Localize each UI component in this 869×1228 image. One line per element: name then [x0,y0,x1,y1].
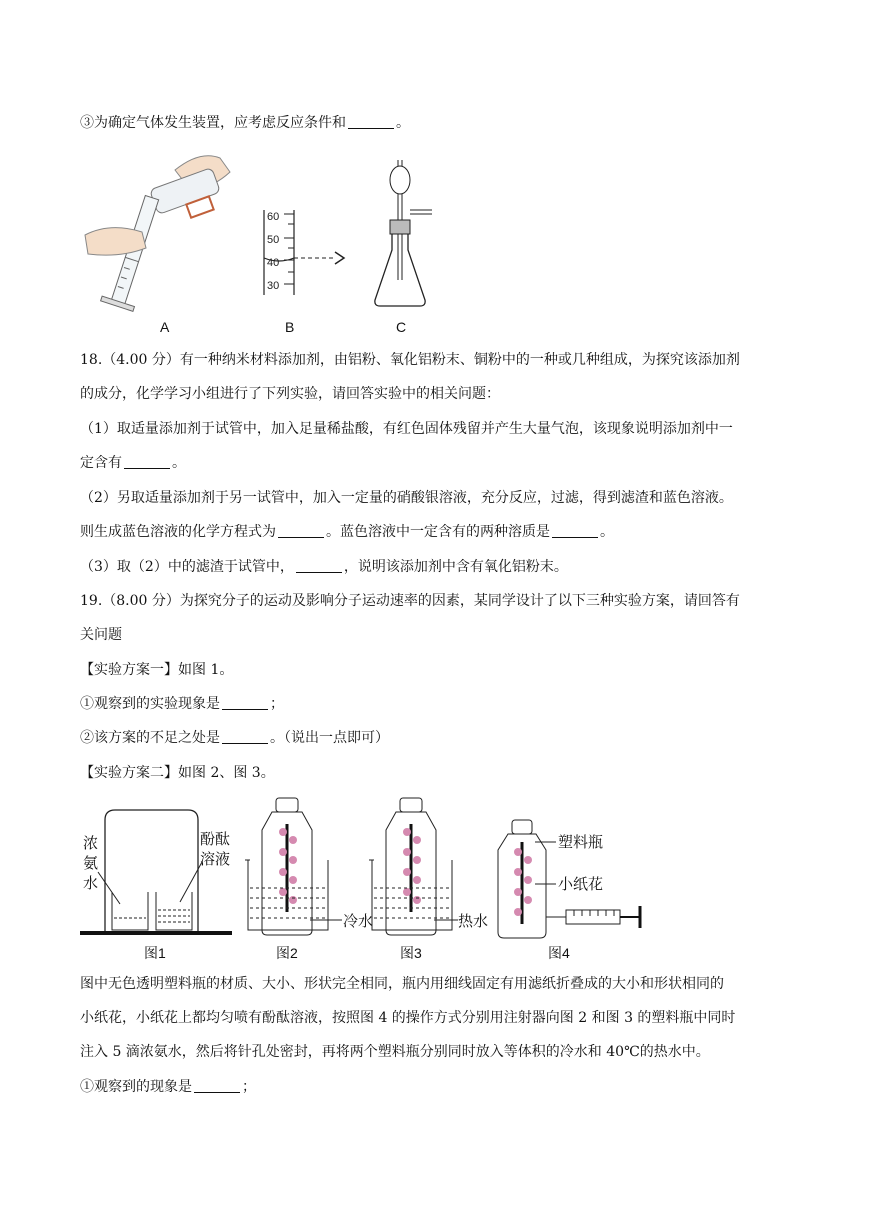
fig1-left-char1: 浓 [83,834,99,852]
fig1-left-char3: 水 [83,874,99,892]
q18-part3-text: （3）取（2）中的滤渣于试管中， [80,559,294,575]
q19-obs3-text: ①观察到的现象是 [80,1079,192,1095]
q19-obs3-end: ； [242,1079,256,1095]
figure-a-pouring [85,156,230,312]
answer-blank [124,454,170,469]
q17-line3-end: 。 [396,115,410,131]
q19-obs1-text: ①观察到的实验现象是 [80,696,220,712]
q19-plan1: 【实验方案一】如图 1。 [80,662,234,678]
answer-blank [278,523,324,538]
figure-3-bottle-hotwater [369,798,458,935]
q17-line3 [80,113,410,133]
q18-part3-end: ，说明该添加剂中含有氧化铝粉末。 [343,559,568,575]
figure-a-label: A [160,319,170,335]
q19-obs2-text: ②该方案的不足之处是 [80,730,220,746]
q18-part1-end: 。 [172,455,186,471]
fig4-bottle-label: 塑料瓶 [558,833,604,851]
q19-figures [80,792,660,967]
q19-obs2-end: 。（说出一点即可） [270,730,389,746]
figure-3-caption: 图3 [400,945,422,961]
fig4-flower-label: 小纸花 [558,875,604,893]
figure-c-flask [375,160,432,306]
q17-figures [80,140,450,340]
tick-50: 50 [267,234,280,246]
figure-1-caption: 图1 [144,945,166,961]
q18-part1-line2 [80,453,186,473]
figure-c-label: C [396,319,407,335]
q17-line3-text: ③为确定气体发生装置，应考虑反应条件和 [80,115,346,131]
fig1-right-line2: 溶液 [200,850,231,868]
answer-blank [296,558,342,573]
q18-part2-line2 [80,522,614,542]
answer-blank [222,729,268,744]
figure-2-bottle-coldwater [245,798,342,935]
q19-obs2 [80,728,389,748]
q19-obs1-end: ； [270,696,284,712]
figure-4-caption: 图4 [548,945,570,961]
q19-desc-line3: 注入 5 滴浓氨水，然后将针孔处密封，再将两个塑料瓶分别同时放入等体积的冷水和 40℃的热水中。 [80,1044,710,1060]
q18-part2-end: 。 [600,524,614,540]
fig3-hot-water-label: 热水 [458,912,489,930]
q18-part3 [80,557,568,577]
fig2-cold-water-label: 冷水 [343,912,374,930]
q18-part2-text: 则生成蓝色溶液的化学方程式为 [80,524,276,540]
q18-part2-text2: 。蓝色溶液中一定含有的两种溶质是 [326,524,550,540]
q18-part2-line1: （2）另取适量添加剂于另一试管中，加入一定量的硝酸银溶液，充分反应，过滤，得到滤渣和蓝色溶液。 [80,490,733,506]
answer-blank [222,695,268,710]
q18-part1-line1: （1）取适量添加剂于试管中，加入足量稀盐酸，有红色固体残留并产生大量气泡，该现象说明添加剂中一 [80,421,733,437]
answer-blank [194,1078,240,1093]
q19-desc-line1: 图中无色透明塑料瓶的材质、大小、形状完全相同，瓶内用细线固定有用滤纸折叠成的大小和形状相同的 [80,976,724,992]
q18-part1-text: 定含有 [80,455,122,471]
answer-blank [348,114,394,129]
q18-stem-line1: 18.（4.00 分）有一种纳米材料添加剂，由铝粉、氧化铝粉末、铜粉中的一种或几种组成，为探究该添加剂 [80,352,740,368]
q19-stem-line2: 关问题 [80,627,122,643]
q18-stem-line2: 的成分，化学学习小组进行了下列实验，请回答实验中的相关问题： [80,386,500,402]
tick-60: 60 [267,211,280,223]
answer-blank [552,523,598,538]
tick-30: 30 [267,280,280,292]
q19-stem-line1: 19.（8.00 分）为探究分子的运动及影响分子运动速率的因素，某同学设计了以下三种实验方案，请回答有 [80,593,740,609]
q19-plan2: 【实验方案二】如图 2、图 3。 [80,765,275,781]
figure-2-caption: 图2 [276,945,298,961]
fig1-left-char2: 氨 [83,854,99,872]
q19-obs1 [80,694,284,714]
figure-b-label: B [285,319,295,335]
tick-40: 40 [267,257,280,269]
figure-1-beakers [80,810,232,933]
q19-desc-line2: 小纸花，小纸花上都均匀喷有酚酞溶液，按照图 4 的操作方式分别用注射器向图 2 和图 3 的塑料瓶中同时 [80,1010,736,1026]
q19-obs3 [80,1077,256,1097]
fig1-right-line1: 酚酞 [200,830,231,848]
